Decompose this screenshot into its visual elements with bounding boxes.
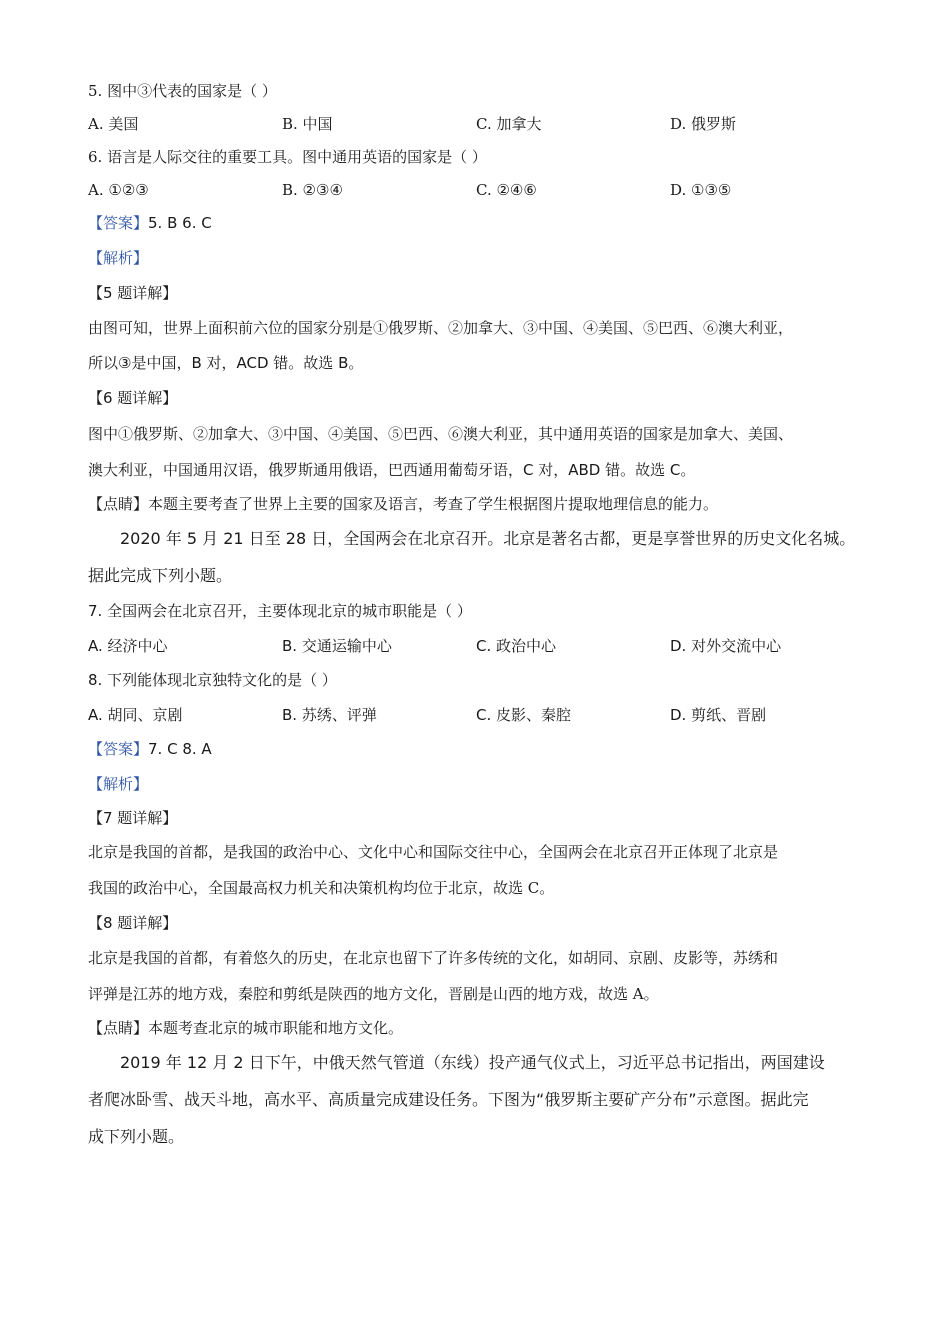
detail-5-line-1: 由图可知，世界上面积前六位的国家分别是①俄罗斯、②加拿大、③中国、④美国、⑤巴西、⑥澳大利亚， xyxy=(88,319,794,337)
question-8-option-d: D. 剪纸、晋剧 xyxy=(670,706,767,724)
question-5-option-b: B. 中国 xyxy=(282,115,333,133)
answer-line-1 xyxy=(88,213,212,233)
detail-6-line-1: 图中①俄罗斯、②加拿大、③中国、④美国、⑤巴西、⑥澳大利亚，其中通用英语的国家是加拿大、美国、 xyxy=(88,425,794,443)
answer-text: 5. B 6. C xyxy=(148,214,212,232)
question-8-option-b: B. 苏绣、评弹 xyxy=(282,706,377,724)
detail-8-title: 【8 题详解】 xyxy=(88,914,178,932)
answer-line-2 xyxy=(88,739,212,759)
analysis-tag: 【解析】 xyxy=(88,775,149,793)
note-1: 【点睛】本题主要考查了世界上主要的国家及语言，考查了学生根据图片提取地理信息的能力。 xyxy=(88,495,719,513)
detail-6-title: 【6 题详解】 xyxy=(88,389,178,407)
question-5-option-c: C. 加拿大 xyxy=(476,115,542,133)
question-5-option-d: D. 俄罗斯 xyxy=(670,115,737,133)
detail-5-title: 【5 题详解】 xyxy=(88,284,178,302)
question-7-option-b: B. 交通运输中心 xyxy=(282,637,392,655)
question-7-option-a: A. 经济中心 xyxy=(88,637,168,655)
question-6-option-c: C. ②④⑥ xyxy=(476,181,537,199)
answer-tag: 【答案】 xyxy=(88,214,149,232)
question-5-stem: 5. 图中③代表的国家是（ ） xyxy=(88,82,277,100)
question-8-stem: 8. 下列能体现北京独特文化的是（ ） xyxy=(88,671,337,689)
question-6-option-b: B. ②③④ xyxy=(282,181,343,199)
detail-7-line-1: 北京是我国的首都，是我国的政治中心、文化中心和国际交往中心，全国两会在北京召开正体现了北京是 xyxy=(88,843,779,861)
answer-tag: 【答案】 xyxy=(88,740,149,758)
detail-7-title: 【7 题详解】 xyxy=(88,809,178,827)
detail-5-line-2: 所以③是中国，B 对，ACD 错。故选 B。 xyxy=(88,354,364,372)
answer-text: 7. C 8. A xyxy=(148,740,212,758)
passage-3-line-3: 成下列小题。 xyxy=(88,1127,185,1146)
detail-8-line-1: 北京是我国的首都，有着悠久的历史，在北京也留下了许多传统的文化，如胡同、京剧、皮影等，苏绣和 xyxy=(88,949,779,967)
question-8-option-a: A. 胡同、京剧 xyxy=(88,706,183,724)
question-6-option-a: A. ①②③ xyxy=(88,181,149,199)
detail-7-line-2: 我国的政治中心，全国最高权力机关和决策机构均位于北京，故选 C。 xyxy=(88,879,555,897)
question-5-option-a: A. 美国 xyxy=(88,115,139,133)
question-7-option-d: D. 对外交流中心 xyxy=(670,637,782,655)
question-7-option-c: C. 政治中心 xyxy=(476,637,557,655)
passage-3-line-2: 者爬冰卧雪、战天斗地，高水平、高质量完成建设任务。下图为“俄罗斯主要矿产分布”示意图。据此完 xyxy=(88,1090,809,1109)
analysis-tag: 【解析】 xyxy=(88,249,149,267)
question-6-stem: 6. 语言是人际交往的重要工具。图中通用英语的国家是（ ） xyxy=(88,148,487,166)
question-7-stem: 7. 全国两会在北京召开，主要体现北京的城市职能是（ ） xyxy=(88,602,472,620)
detail-8-line-2: 评弹是江苏的地方戏，秦腔和剪纸是陕西的地方文化，晋剧是山西的地方戏，故选 A。 xyxy=(88,985,659,1003)
passage-2-line-2: 据此完成下列小题。 xyxy=(88,566,233,585)
passage-3-line-1: 2019 年 12 月 2 日下午，中俄天然气管道（东线）投产通气仪式上，习近平总书记指出，两国建设 xyxy=(120,1053,825,1072)
note-2: 【点睛】本题考查北京的城市职能和地方文化。 xyxy=(88,1019,404,1037)
question-6-option-d: D. ①③⑤ xyxy=(670,181,732,199)
question-8-option-c: C. 皮影、秦腔 xyxy=(476,706,572,724)
detail-6-line-2: 澳大利亚，中国通用汉语，俄罗斯通用俄语，巴西通用葡萄牙语，C 对，ABD 错。故选 C。 xyxy=(88,461,696,479)
passage-2-line-1: 2020 年 5 月 21 日至 28 日，全国两会在北京召开。北京是著名古都，更是享誉世界的历史文化名城。 xyxy=(120,529,856,548)
